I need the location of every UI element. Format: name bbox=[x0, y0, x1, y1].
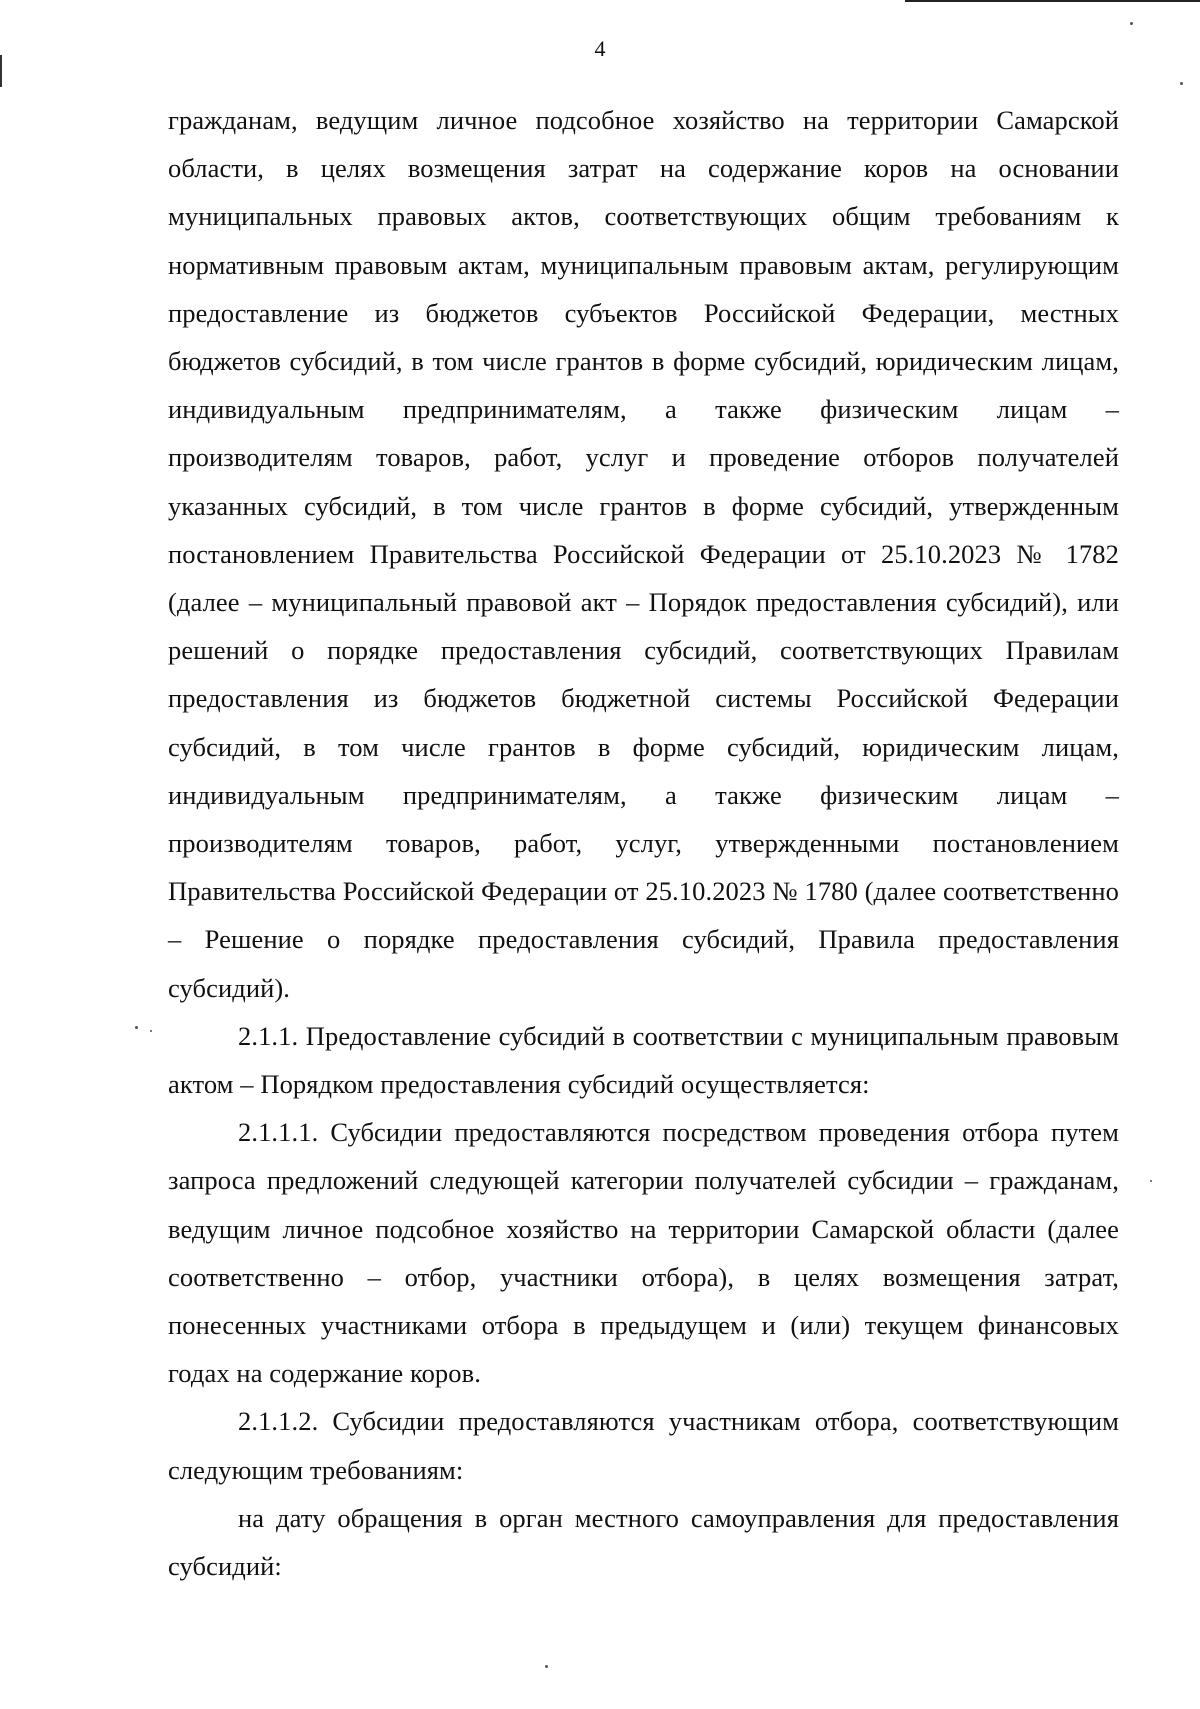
paragraph-2-1-1-1: 2.1.1.1. Субсидии предоставляются посредством проведения отбора путем запроса предложений следующей категории получателей субсидии – гражданам, ведущим личное подсобное хозяйство на территории Самарской области (далее соответственно – отбор, участники отбора), в целях возмещения затрат, понесенных участниками отбора в предыдущем и (или) текущем финансовых годах на содержание коров. bbox=[168, 1117, 1119, 1389]
paragraph-2-1-1-2: 2.1.1.2. Субсидии предоставляются участникам отбора, соответствующим следующим требованиям: bbox=[168, 1406, 1119, 1485]
document-body bbox=[168, 96, 1119, 1590]
scan-speck bbox=[1150, 1180, 1152, 1182]
scan-speck bbox=[545, 1665, 548, 1668]
top-edge-rule bbox=[905, 0, 1200, 2]
paragraph-2-1-1: 2.1.1. Предоставление субсидий в соответствии с муниципальным правовым актом – Порядком предоставления субсидий осуществляется: bbox=[168, 1020, 1119, 1100]
scan-speck bbox=[1130, 22, 1133, 25]
scan-speck bbox=[135, 1026, 138, 1029]
scan-speck bbox=[150, 1030, 152, 1032]
paragraph-intro: гражданам, ведущим личное подсобное хозяйство на территории Самарской области, в целях возмещения затрат на содержание коров на основании муниципальных правовых актов, соответствующих общим требованиям к нормативным правовым актам, муниципальным правовым актам, регулирующим предоставление из бюджетов субъектов Российской Федерации, местных бюджетов субсидий, в том числе грантов в форме субсидий, юридическим лицам, индивидуальным предпринимателям, а также физическим лицам – производителям товаров, работ, услуг и проведение отборов получателей указанных субсидий, в том числе грантов в форме субсидий, утвержденным постановлением Правительства Российской Федерации от 25.10.2023 № 1782 (далее – муниципальный правовой акт – Порядок предоставления субсидий), или решений о порядке предоставления субсидий, соответствующих Правилам предоставления из бюджетов бюджетной системы Российской Федерации субсидий, в том числе грантов в форме субсидий, юридическим лицам, индивидуальным предпринимателям, а также физическим лицам – производителям товаров, работ, услуг, утвержденными постановлением Правительства Российской Федерации от 25.10.2023 № 1780 (далее соответственно – Решение о порядке предоставления субсидий, Правила предоставления субсидий). bbox=[168, 105, 1119, 1003]
paragraph-requirements-date: на дату обращения в орган местного самоуправления для предоставления субсидий: bbox=[168, 1502, 1119, 1582]
page-number: 4 bbox=[594, 36, 606, 61]
scan-speck bbox=[1180, 82, 1183, 85]
